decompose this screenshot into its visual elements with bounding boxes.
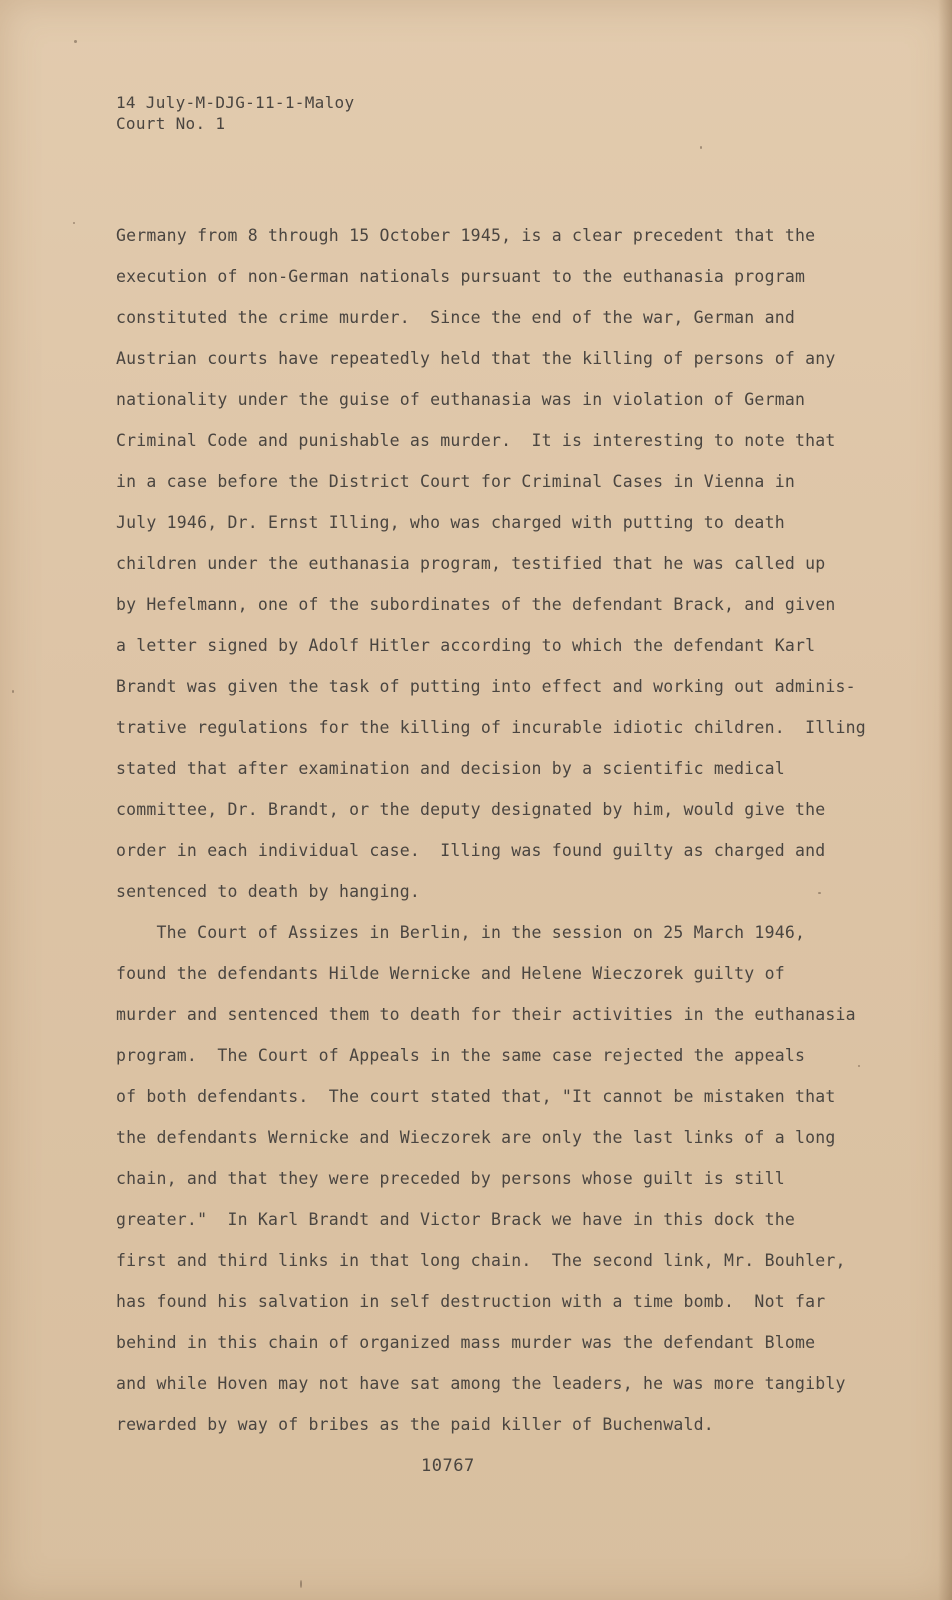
body-line: greater." In Karl Brandt and Victor Brack we have in this dock the xyxy=(116,1210,795,1229)
paper-speck xyxy=(12,690,14,693)
body-line: July 1946, Dr. Ernst Illing, who was charged with putting to death xyxy=(116,513,785,532)
body-line: by Hefelmann, one of the subordinates of the defendant Brack, and given xyxy=(116,595,836,614)
body-line: sentenced to death by hanging. xyxy=(116,882,421,901)
body-line: found the defendants Hilde Wernicke and Helene Wieczorek guilty of xyxy=(116,964,785,983)
body-line: Brandt was given the task of putting into effect and working out adminis- xyxy=(116,677,856,696)
body-line: chain, and that they were preceded by persons whose guilt is still xyxy=(116,1169,785,1188)
body-line: of both defendants. The court stated that, "It cannot be mistaken that xyxy=(116,1087,836,1106)
body-line: and while Hoven may not have sat among the leaders, he was more tangibly xyxy=(116,1374,846,1393)
body-line: first and third links in that long chain. The second link, Mr. Bouhler, xyxy=(116,1251,846,1270)
body-line: execution of non-German nationals pursuant to the euthanasia program xyxy=(116,267,806,286)
body-line: stated that after examination and decision by a scientific medical xyxy=(116,759,785,778)
body-line: Austrian courts have repeatedly held that the killing of persons of any xyxy=(116,349,836,368)
document-body xyxy=(116,215,876,1445)
body-line: a letter signed by Adolf Hitler according to which the defendant Karl xyxy=(116,636,816,655)
paper-edge-shadow xyxy=(938,0,952,1600)
paper-speck xyxy=(73,222,75,224)
body-line: behind in this chain of organized mass murder was the defendant Blome xyxy=(116,1333,816,1352)
body-line: Criminal Code and punishable as murder. It is interesting to note that xyxy=(116,431,836,450)
paper-speck xyxy=(818,892,821,894)
page-number: 10767 xyxy=(421,1456,475,1476)
paper-speck xyxy=(74,40,77,43)
body-line: children under the euthanasia program, testified that he was called up xyxy=(116,554,826,573)
header-court: Court No. 1 xyxy=(116,114,226,133)
body-line: the defendants Wernicke and Wieczorek are only the last links of a long xyxy=(116,1128,836,1147)
body-line: constituted the crime murder. Since the end of the war, German and xyxy=(116,308,795,327)
body-line: has found his salvation in self destruction with a time bomb. Not far xyxy=(116,1292,826,1311)
paper-speck xyxy=(858,1065,860,1067)
document-header xyxy=(116,92,354,134)
body-line: murder and sentenced them to death for their activities in the euthanasia xyxy=(116,1005,856,1024)
header-reference: 14 July-M-DJG-11-1-Maloy xyxy=(116,93,355,112)
body-line: program. The Court of Appeals in the same case rejected the appeals xyxy=(116,1046,806,1065)
body-line: committee, Dr. Brandt, or the deputy designated by him, would give the xyxy=(116,800,826,819)
body-line: rewarded by way of bribes as the paid killer of Buchenwald. xyxy=(116,1415,714,1434)
body-line: Germany from 8 through 15 October 1945, is a clear precedent that the xyxy=(116,226,816,245)
paper-speck xyxy=(700,146,702,149)
body-line: in a case before the District Court for Criminal Cases in Vienna in xyxy=(116,472,795,491)
paper-speck xyxy=(300,1580,302,1588)
body-line: nationality under the guise of euthanasia was in violation of German xyxy=(116,390,806,409)
body-line: trative regulations for the killing of incurable idiotic children. Illing xyxy=(116,718,866,737)
body-line: order in each individual case. Illing was found guilty as charged and xyxy=(116,841,826,860)
body-line: The Court of Assizes in Berlin, in the session on 25 March 1946, xyxy=(116,923,806,942)
